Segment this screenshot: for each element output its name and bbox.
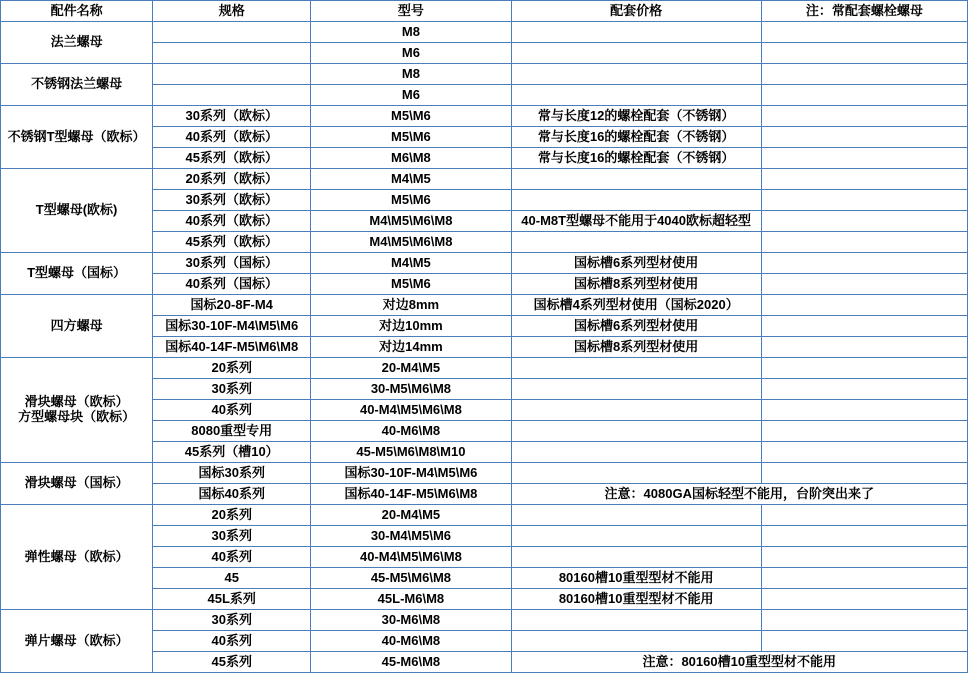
note-cell: [761, 22, 967, 43]
model-cell: M4\M5: [311, 169, 511, 190]
part-name-cell: [1, 253, 153, 295]
price-cell: [511, 547, 761, 568]
price-cell: 常与长度16的螺栓配套（不锈钢）: [511, 127, 761, 148]
model-cell: M5\M6: [311, 127, 511, 148]
model-cell: M8: [311, 22, 511, 43]
spec-cell: 40系列: [153, 547, 311, 568]
spec-cell: 国标20-8F-M4: [153, 295, 311, 316]
note-cell: [761, 400, 967, 421]
note-cell: [761, 127, 967, 148]
table-row: [1, 253, 968, 274]
price-cell: 国标槽4系列型材使用（国标2020）: [511, 295, 761, 316]
note-cell: [761, 379, 967, 400]
price-cell: [511, 526, 761, 547]
model-cell: 30-M4\M5\M6: [311, 526, 511, 547]
table-row: [1, 22, 968, 43]
price-cell: 80160槽10重型型材不能用: [511, 568, 761, 589]
note-cell: [761, 295, 967, 316]
spec-cell: 40系列（国标）: [153, 274, 311, 295]
spec-cell: 国标30系列: [153, 463, 311, 484]
model-cell: M6: [311, 85, 511, 106]
model-cell: 45L-M6\M8: [311, 589, 511, 610]
part-name-cell: [1, 22, 153, 64]
spec-cell: 40系列: [153, 400, 311, 421]
spec-cell: [153, 43, 311, 64]
part-name-line: T型螺母（国标）: [27, 265, 127, 281]
part-name-line: 法兰螺母: [50, 34, 103, 50]
part-name-cell: [1, 169, 153, 253]
price-cell: [511, 610, 761, 631]
price-cell: 国标槽6系列型材使用: [511, 316, 761, 337]
part-name-cell: [1, 610, 153, 673]
note-cell: [761, 211, 967, 232]
spec-cell: 45系列（欧标）: [153, 148, 311, 169]
model-cell: 40-M6\M8: [311, 421, 511, 442]
spec-cell: 30系列: [153, 379, 311, 400]
spec-cell: 20系列: [153, 505, 311, 526]
table-row: [1, 463, 968, 484]
spec-cell: 45系列: [153, 652, 311, 673]
price-cell: [511, 43, 761, 64]
model-cell: 45-M6\M8: [311, 652, 511, 673]
spec-cell: 45系列（槽10）: [153, 442, 311, 463]
model-cell: 40-M6\M8: [311, 631, 511, 652]
spec-cell: 30系列: [153, 610, 311, 631]
price-cell: 国标槽6系列型材使用: [511, 253, 761, 274]
model-cell: 国标40-14F-M5\M6\M8: [311, 484, 511, 505]
note-cell: [761, 148, 967, 169]
price-cell: [511, 190, 761, 211]
column-header-2: 规格: [153, 1, 311, 22]
note-cell: [761, 547, 967, 568]
note-cell: [761, 253, 967, 274]
note-cell: [761, 442, 967, 463]
price-cell: [511, 22, 761, 43]
note-cell: [761, 232, 967, 253]
note-cell: [761, 589, 967, 610]
part-name-cell: [1, 106, 153, 169]
price-cell: 国标槽8系列型材使用: [511, 337, 761, 358]
spec-cell: 8080重型专用: [153, 421, 311, 442]
table-row: [1, 505, 968, 526]
model-cell: M4\M5\M6\M8: [311, 232, 511, 253]
price-cell: [511, 232, 761, 253]
price-cell: [511, 379, 761, 400]
model-cell: 30-M5\M6\M8: [311, 379, 511, 400]
part-name-line: T型螺母(欧标): [35, 202, 118, 218]
price-cell: [511, 463, 761, 484]
spec-cell: [153, 22, 311, 43]
price-note-cell: 注意：80160槽10重型型材不能用: [511, 652, 967, 673]
part-name-line: 滑块螺母（国标）: [24, 475, 129, 491]
model-cell: M6\M8: [311, 148, 511, 169]
price-cell: 国标槽8系列型材使用: [511, 274, 761, 295]
price-cell: 40-M8T型螺母不能用于4040欧标超轻型: [511, 211, 761, 232]
model-cell: M8: [311, 64, 511, 85]
spec-cell: 45: [153, 568, 311, 589]
model-cell: 国标30-10F-M4\M5\M6: [311, 463, 511, 484]
spec-cell: 国标40-14F-M5\M6\M8: [153, 337, 311, 358]
table-header-row: [1, 1, 968, 22]
price-cell: [511, 421, 761, 442]
spec-cell: 40系列（欧标）: [153, 211, 311, 232]
price-cell: 80160槽10重型型材不能用: [511, 589, 761, 610]
note-cell: [761, 358, 967, 379]
column-header-3: 型号: [311, 1, 511, 22]
part-name-cell: [1, 463, 153, 505]
price-cell: 常与长度12的螺栓配套（不锈钢）: [511, 106, 761, 127]
model-cell: M4\M5: [311, 253, 511, 274]
note-cell: [761, 421, 967, 442]
spec-cell: 40系列（欧标）: [153, 127, 311, 148]
price-cell: [511, 442, 761, 463]
part-name-line: 不锈钢T型螺母（欧标）: [7, 128, 146, 144]
model-cell: 20-M4\M5: [311, 358, 511, 379]
price-cell: [511, 400, 761, 421]
price-cell: [511, 631, 761, 652]
note-cell: [761, 64, 967, 85]
price-note-cell: 注意：4080GA国标轻型不能用，台阶突出来了: [511, 484, 967, 505]
table-row: [1, 169, 968, 190]
model-cell: 30-M6\M8: [311, 610, 511, 631]
spec-cell: 20系列: [153, 358, 311, 379]
price-cell: [511, 358, 761, 379]
table-row: [1, 358, 968, 379]
note-cell: [761, 337, 967, 358]
model-cell: 45-M5\M6\M8: [311, 568, 511, 589]
table-row: [1, 64, 968, 85]
note-cell: [761, 43, 967, 64]
model-cell: M5\M6: [311, 274, 511, 295]
part-name-cell: [1, 295, 153, 358]
model-cell: 40-M4\M5\M6\M8: [311, 400, 511, 421]
note-cell: [761, 316, 967, 337]
spec-cell: 30系列（欧标）: [153, 190, 311, 211]
note-cell: [761, 190, 967, 211]
column-header-4: 配套价格: [511, 1, 761, 22]
note-cell: [761, 169, 967, 190]
part-name-line: 弹性螺母（欧标）: [24, 548, 129, 564]
spec-cell: 30系列（欧标）: [153, 106, 311, 127]
spec-cell: 40系列: [153, 631, 311, 652]
spec-cell: 30系列: [153, 526, 311, 547]
part-name-line: 滑块螺母（欧标）: [24, 394, 129, 410]
note-cell: [761, 610, 967, 631]
model-cell: 对边8mm: [311, 295, 511, 316]
table-row: [1, 610, 968, 631]
note-cell: [761, 85, 967, 106]
spec-cell: [153, 85, 311, 106]
price-cell: [511, 85, 761, 106]
model-cell: 对边14mm: [311, 337, 511, 358]
model-cell: 45-M5\M6\M8\M10: [311, 442, 511, 463]
spec-cell: 45L系列: [153, 589, 311, 610]
part-name-line: 四方螺母: [50, 317, 103, 333]
note-cell: [761, 463, 967, 484]
model-cell: 20-M4\M5: [311, 505, 511, 526]
spec-cell: 国标40系列: [153, 484, 311, 505]
spec-cell: 30系列（国标）: [153, 253, 311, 274]
price-cell: [511, 64, 761, 85]
part-name-line: 方型螺母块（欧标）: [18, 409, 136, 424]
note-cell: [761, 505, 967, 526]
model-cell: M5\M6: [311, 190, 511, 211]
model-cell: 40-M4\M5\M6\M8: [311, 547, 511, 568]
table-row: [1, 295, 968, 316]
note-cell: [761, 631, 967, 652]
note-cell: [761, 568, 967, 589]
spec-cell: 45系列（欧标）: [153, 232, 311, 253]
price-cell: 常与长度16的螺栓配套（不锈钢）: [511, 148, 761, 169]
model-cell: M4\M5\M6\M8: [311, 211, 511, 232]
price-cell: [511, 505, 761, 526]
note-cell: [761, 106, 967, 127]
column-header-1: 配件名称: [1, 1, 153, 22]
model-cell: M5\M6: [311, 106, 511, 127]
note-cell: [761, 274, 967, 295]
model-cell: 对边10mm: [311, 316, 511, 337]
price-cell: [511, 169, 761, 190]
part-name-cell: [1, 505, 153, 610]
note-cell: [761, 526, 967, 547]
part-name-cell: [1, 64, 153, 106]
part-name-line: 不锈钢法兰螺母: [31, 76, 123, 92]
table-row: [1, 106, 968, 127]
part-name-line: 弹片螺母（欧标）: [24, 632, 129, 648]
part-name-cell: [1, 358, 153, 463]
model-cell: M6: [311, 43, 511, 64]
column-header-5: 注：常配套螺栓螺母: [761, 1, 967, 22]
spec-cell: [153, 64, 311, 85]
spec-cell: 国标30-10F-M4\M5\M6: [153, 316, 311, 337]
spec-cell: 20系列（欧标）: [153, 169, 311, 190]
